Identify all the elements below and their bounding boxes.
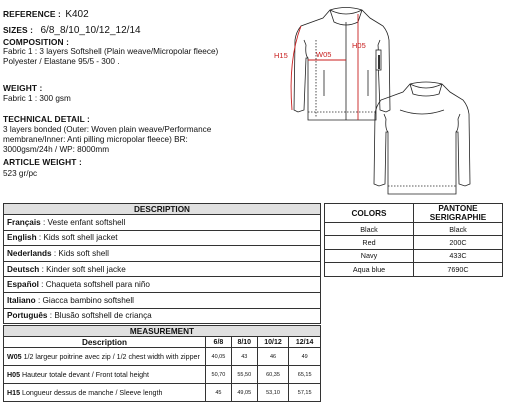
separator: : (35, 295, 43, 305)
colors-header: COLORS (325, 204, 414, 223)
measurement-value: 43 (231, 348, 257, 366)
separator: : (47, 311, 55, 321)
measurement-row (4, 384, 321, 402)
description-header: DESCRIPTION (4, 204, 321, 215)
sizes-value: 6/8_8/10_10/12_12/14 (40, 25, 141, 36)
description-text: Kids soft shell (58, 248, 109, 258)
description-row (4, 308, 321, 324)
color-name: Aqua blue (325, 263, 414, 276)
pantone-code: 200C (414, 236, 503, 249)
measurement-value: 46 (257, 348, 289, 366)
language-label: Français (7, 217, 41, 227)
separator: : (36, 233, 44, 243)
measurement-value: 50,70 (206, 366, 232, 384)
description-cell (4, 246, 321, 262)
pantone-header: PANTONE SERIGRAPHIE (414, 204, 503, 223)
measurement-description (4, 384, 206, 402)
separator: : (40, 217, 48, 227)
measurement-value: 40,05 (206, 348, 232, 366)
jacket-back-drawing (374, 82, 470, 194)
language-label: Português (7, 311, 48, 321)
technical-line-3: 3000gsm/24h / WP: 8000mm (3, 145, 110, 154)
description-row (4, 215, 321, 231)
description-row (4, 246, 321, 262)
description-row (4, 292, 321, 308)
measurement-description (4, 348, 206, 366)
measurement-value: 45 (206, 384, 232, 402)
measurement-value: 49 (289, 348, 321, 366)
sizes-line (3, 20, 141, 38)
color-row (325, 249, 503, 262)
measurement-text: Longueur dessus de manche / Sleeve length (22, 388, 163, 397)
reference-value: K402 (65, 9, 89, 20)
description-cell (4, 215, 321, 231)
weight-label: WEIGHT : (3, 83, 43, 93)
separator: : (51, 248, 59, 258)
description-text: Kinder soft shell jacke (46, 264, 126, 274)
measurement-code: H15 (7, 388, 21, 397)
description-text: Chaqueta softshell para niño (45, 280, 150, 290)
description-table (3, 203, 321, 324)
size-header: 8/10 (231, 337, 257, 348)
separator: : (39, 264, 47, 274)
measurement-value: 55,50 (231, 366, 257, 384)
measurement-header: MEASUREMENT (4, 326, 321, 337)
color-name: Black (325, 223, 414, 236)
technical-label: TECHNICAL DETAIL : (3, 114, 90, 124)
colors-body (325, 223, 503, 277)
measure-labels (274, 41, 366, 60)
description-row (4, 261, 321, 277)
color-row (325, 223, 503, 236)
measurement-description (4, 366, 206, 384)
measurement-value: 65,15 (289, 366, 321, 384)
size-header: 10/12 (257, 337, 289, 348)
color-name: Red (325, 236, 414, 249)
measurement-text: 1/2 largeur poitrine avec zip / 1/2 chest width with zipper (23, 352, 200, 361)
jacket-front-drawing (294, 8, 390, 121)
size-header: 12/14 (289, 337, 321, 348)
measurement-value: 53,10 (257, 384, 289, 402)
description-row (4, 277, 321, 293)
description-cell (4, 261, 321, 277)
description-cell (4, 277, 321, 293)
technical-line-1: 3 layers bonded (Outer: Woven plain weave/Performance (3, 125, 212, 134)
measurement-row (4, 348, 321, 366)
language-label: Deutsch (7, 264, 40, 274)
separator: : (38, 280, 46, 290)
measure-guides (291, 14, 358, 120)
pantone-code: 433C (414, 249, 503, 262)
description-text: Veste enfant softshell (47, 217, 126, 227)
composition-line-1: Fabric 1 : 3 layers Softshell (Plain weave/Micropolar fleece) (3, 47, 219, 56)
measurement-body (4, 348, 321, 402)
h15-guide (291, 26, 301, 110)
technical-line-2: membrane/Inner: Anti pilling micropolar fleece) BR: (3, 135, 188, 144)
measurement-code: H05 (7, 370, 21, 379)
measurement-value: 60,35 (257, 366, 289, 384)
article-weight-label: ARTICLE WEIGHT : (3, 157, 82, 167)
composition-line-2: Polyester / Elastane 95/5 - 300 . (3, 57, 120, 66)
label-w05: W05 (316, 50, 332, 59)
label-h05: H05 (352, 41, 366, 50)
description-text: Blusão softshell de criança (54, 311, 152, 321)
colors-table (324, 203, 503, 277)
color-name: Navy (325, 249, 414, 262)
description-text: Kids soft shell jacket (43, 233, 118, 243)
measurement-col-description: Description (4, 337, 206, 348)
color-row (325, 263, 503, 276)
measurement-text: Hauteur totale devant / Front total height (22, 370, 149, 379)
description-text: Giacca bambino softshell (42, 295, 134, 305)
measurement-col-headers (4, 337, 321, 348)
description-cell (4, 292, 321, 308)
language-label: Español (7, 280, 39, 290)
article-weight-value: 523 gr/pc (3, 169, 38, 178)
description-row (4, 230, 321, 246)
measurement-row (4, 366, 321, 384)
reference-label: REFERENCE : (3, 9, 61, 19)
measurement-table (3, 325, 321, 402)
measurement-value: 57,15 (289, 384, 321, 402)
description-body (4, 215, 321, 324)
measurement-code: W05 (7, 352, 22, 361)
measurement-value: 49,05 (231, 384, 257, 402)
language-label: Italiano (7, 295, 36, 305)
jacket-diagram (268, 0, 508, 200)
sizes-label: SIZES : (3, 25, 34, 35)
language-label: English (7, 233, 37, 243)
size-header: 6/8 (206, 337, 232, 348)
weight-value: Fabric 1 : 300 gsm (3, 94, 71, 103)
pantone-code: 7690C (414, 263, 503, 276)
pantone-code: Black (414, 223, 503, 236)
language-label: Nederlands (7, 248, 52, 258)
description-cell (4, 230, 321, 246)
label-h15: H15 (274, 51, 288, 60)
composition-label: COMPOSITION : (3, 37, 69, 47)
description-cell (4, 308, 321, 324)
color-row (325, 236, 503, 249)
